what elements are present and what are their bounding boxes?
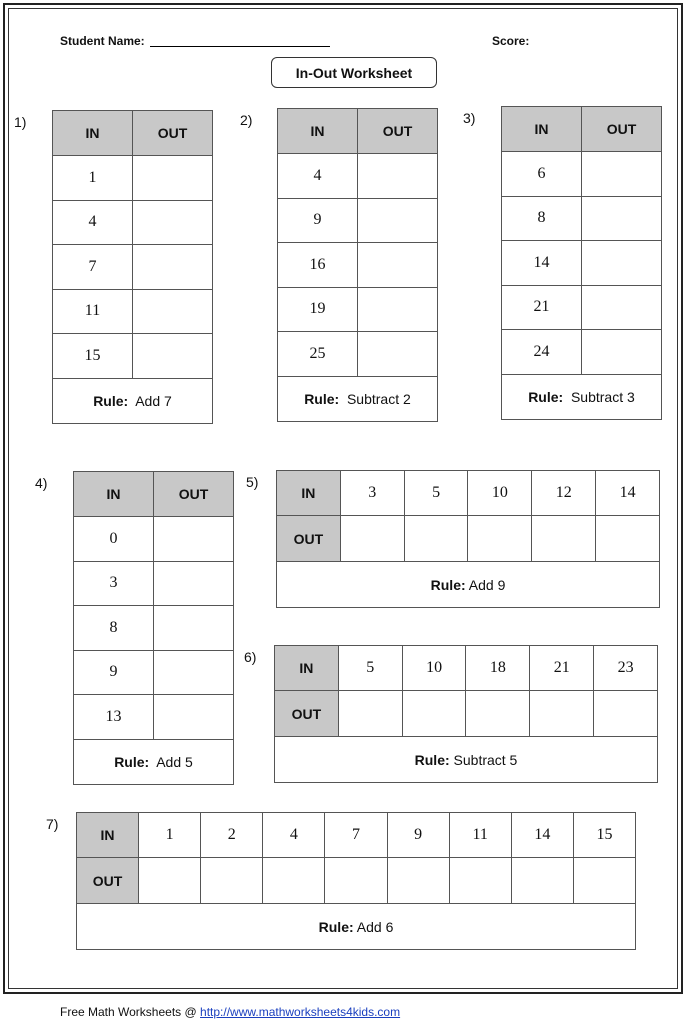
in-value: 9 — [74, 650, 154, 695]
rule-row — [502, 374, 662, 419]
rule-label: Rule: — [114, 753, 150, 770]
in-value: 15 — [53, 334, 133, 379]
table-row — [278, 154, 438, 199]
in-value: 4 — [53, 200, 133, 245]
header-row — [278, 109, 438, 154]
rule-text: Subtract 3 — [570, 388, 635, 405]
out-answer-cell[interactable] — [358, 287, 438, 332]
worksheet-title-text: In-Out Worksheet — [295, 64, 413, 81]
in-value: 23 — [594, 646, 658, 691]
in-value: 4 — [263, 813, 325, 858]
problem-6-table — [274, 645, 658, 783]
out-answer-cell[interactable] — [154, 695, 234, 740]
out-answer-cell[interactable] — [133, 289, 213, 334]
in-header: IN — [74, 472, 154, 517]
rule-cell — [275, 737, 658, 783]
problem-3-number: 3) — [463, 110, 476, 126]
rule-label: Rule: — [528, 388, 564, 405]
problem-2-number: 2) — [240, 112, 253, 128]
in-value: 11 — [53, 289, 133, 334]
in-value: 10 — [402, 646, 466, 691]
in-value: 24 — [502, 330, 582, 375]
rule-cell — [277, 562, 660, 608]
problem-1-table — [52, 110, 213, 424]
rule-text: Subtract 5 — [453, 751, 518, 768]
table-row — [53, 200, 213, 245]
in-value: 2 — [201, 813, 263, 858]
rule-text: Add 5 — [156, 753, 193, 770]
in-value: 15 — [573, 813, 635, 858]
rule-label: Rule: — [430, 576, 466, 593]
problem-2-table — [277, 108, 438, 422]
in-value: 0 — [74, 517, 154, 562]
table-row — [74, 561, 234, 606]
table-row — [53, 289, 213, 334]
out-row — [275, 691, 658, 737]
out-answer-cell[interactable] — [154, 561, 234, 606]
out-answer-cell[interactable] — [133, 334, 213, 379]
rule-label: Rule: — [93, 392, 129, 409]
out-answer-cell[interactable] — [154, 517, 234, 562]
in-header: IN — [275, 646, 339, 691]
table-row — [278, 332, 438, 377]
out-answer-cell[interactable] — [358, 198, 438, 243]
table-row — [53, 245, 213, 290]
header-row — [74, 472, 234, 517]
rule-text: Subtract 2 — [346, 390, 411, 407]
header-row — [53, 111, 213, 156]
table-row — [502, 196, 662, 241]
in-value: 25 — [278, 332, 358, 377]
in-row — [277, 471, 660, 516]
in-header: IN — [502, 107, 582, 152]
problem-5-table — [276, 470, 660, 608]
rule-cell — [53, 378, 213, 423]
in-value: 9 — [278, 198, 358, 243]
rule-cell — [502, 374, 662, 419]
in-value: 21 — [502, 285, 582, 330]
problem-3-table — [501, 106, 662, 420]
out-answer-cell[interactable] — [468, 516, 532, 562]
table-row — [74, 650, 234, 695]
in-value: 21 — [530, 646, 594, 691]
out-answer-cell[interactable] — [449, 858, 511, 904]
problem-4-number: 4) — [35, 475, 48, 491]
table-row — [74, 695, 234, 740]
in-header: IN — [278, 109, 358, 154]
worksheet-title — [271, 57, 437, 88]
rule-label: Rule: — [414, 751, 450, 768]
out-answer-cell[interactable] — [530, 691, 594, 737]
in-value: 12 — [532, 471, 596, 516]
in-value: 11 — [449, 813, 511, 858]
out-header: OUT — [582, 107, 662, 152]
in-row — [275, 646, 658, 691]
out-answer-cell[interactable] — [596, 516, 660, 562]
out-answer-cell[interactable] — [582, 241, 662, 286]
table-row — [278, 243, 438, 288]
rule-cell — [278, 376, 438, 421]
problem-7-table — [76, 812, 636, 950]
out-answer-cell[interactable] — [133, 156, 213, 201]
in-value: 14 — [502, 241, 582, 286]
in-value: 4 — [278, 154, 358, 199]
table-row — [74, 606, 234, 651]
in-value: 18 — [466, 646, 530, 691]
in-value: 5 — [338, 646, 402, 691]
in-value: 9 — [387, 813, 449, 858]
in-value: 8 — [74, 606, 154, 651]
problem-5-number: 5) — [246, 474, 259, 490]
out-row — [277, 516, 660, 562]
table-row — [502, 241, 662, 286]
out-answer-cell[interactable] — [358, 243, 438, 288]
in-value: 3 — [340, 471, 404, 516]
out-answer-cell[interactable] — [201, 858, 263, 904]
out-answer-cell[interactable] — [582, 152, 662, 197]
in-value: 6 — [502, 152, 582, 197]
out-answer-cell[interactable] — [133, 200, 213, 245]
header-row — [502, 107, 662, 152]
in-header: IN — [277, 471, 341, 516]
rule-label: Rule: — [318, 918, 354, 935]
rule-row — [74, 739, 234, 784]
out-answer-cell[interactable] — [402, 691, 466, 737]
out-answer-cell[interactable] — [358, 154, 438, 199]
out-answer-cell[interactable] — [263, 858, 325, 904]
out-answer-cell[interactable] — [582, 285, 662, 330]
out-header: OUT — [154, 472, 234, 517]
table-row — [278, 198, 438, 243]
in-value: 8 — [502, 196, 582, 241]
table-row — [502, 285, 662, 330]
in-header: IN — [77, 813, 139, 858]
in-value: 19 — [278, 287, 358, 332]
out-answer-cell[interactable] — [154, 650, 234, 695]
in-value: 13 — [74, 695, 154, 740]
in-header: IN — [53, 111, 133, 156]
rule-label: Rule: — [304, 390, 340, 407]
out-answer-cell[interactable] — [154, 606, 234, 651]
out-answer-cell[interactable] — [594, 691, 658, 737]
in-value: 1 — [53, 156, 133, 201]
in-value: 7 — [53, 245, 133, 290]
out-answer-cell[interactable] — [466, 691, 530, 737]
problem-4-table — [73, 471, 234, 785]
table-row — [502, 330, 662, 375]
out-answer-cell[interactable] — [133, 245, 213, 290]
problem-6-number: 6) — [244, 649, 257, 665]
out-row — [77, 858, 636, 904]
out-answer-cell[interactable] — [338, 691, 402, 737]
footer-link[interactable]: http://www.mathworksheets4kids.com — [200, 1005, 401, 1019]
in-value: 14 — [596, 471, 660, 516]
rule-text: Add 6 — [356, 918, 394, 935]
problem-7-number: 7) — [46, 816, 59, 832]
in-row — [77, 813, 636, 858]
out-header: OUT — [275, 691, 339, 737]
rule-text: Add 9 — [468, 576, 506, 593]
score-label: Score: — [492, 34, 530, 48]
in-value: 3 — [74, 561, 154, 606]
table-row — [74, 517, 234, 562]
rule-row — [275, 737, 658, 783]
table-row — [278, 287, 438, 332]
rule-row — [278, 376, 438, 421]
out-answer-cell[interactable] — [532, 516, 596, 562]
student-name-label: Student Name: — [60, 34, 145, 48]
in-value: 10 — [468, 471, 532, 516]
out-header: OUT — [277, 516, 341, 562]
table-row — [53, 156, 213, 201]
out-answer-cell[interactable] — [340, 516, 404, 562]
out-answer-cell[interactable] — [358, 332, 438, 377]
out-header: OUT — [358, 109, 438, 154]
out-header: OUT — [77, 858, 139, 904]
in-value: 7 — [325, 813, 387, 858]
student-name-line[interactable] — [150, 46, 330, 47]
rule-cell — [77, 904, 636, 950]
out-answer-cell[interactable] — [325, 858, 387, 904]
rule-row — [53, 378, 213, 423]
out-answer-cell[interactable] — [582, 196, 662, 241]
footer — [60, 1005, 400, 1019]
out-answer-cell[interactable] — [573, 858, 635, 904]
in-value: 5 — [404, 471, 468, 516]
in-value: 14 — [511, 813, 573, 858]
in-value: 16 — [278, 243, 358, 288]
out-answer-cell[interactable] — [511, 858, 573, 904]
table-row — [53, 334, 213, 379]
out-answer-cell[interactable] — [582, 330, 662, 375]
out-header: OUT — [133, 111, 213, 156]
rule-text: Add 7 — [135, 392, 172, 409]
problem-1-number: 1) — [14, 114, 27, 130]
out-answer-cell[interactable] — [404, 516, 468, 562]
out-answer-cell[interactable] — [139, 858, 201, 904]
out-answer-cell[interactable] — [387, 858, 449, 904]
in-value: 1 — [139, 813, 201, 858]
footer-text: Free Math Worksheets @ — [60, 1005, 201, 1019]
rule-cell — [74, 739, 234, 784]
rule-row — [77, 904, 636, 950]
rule-row — [277, 562, 660, 608]
table-row — [502, 152, 662, 197]
